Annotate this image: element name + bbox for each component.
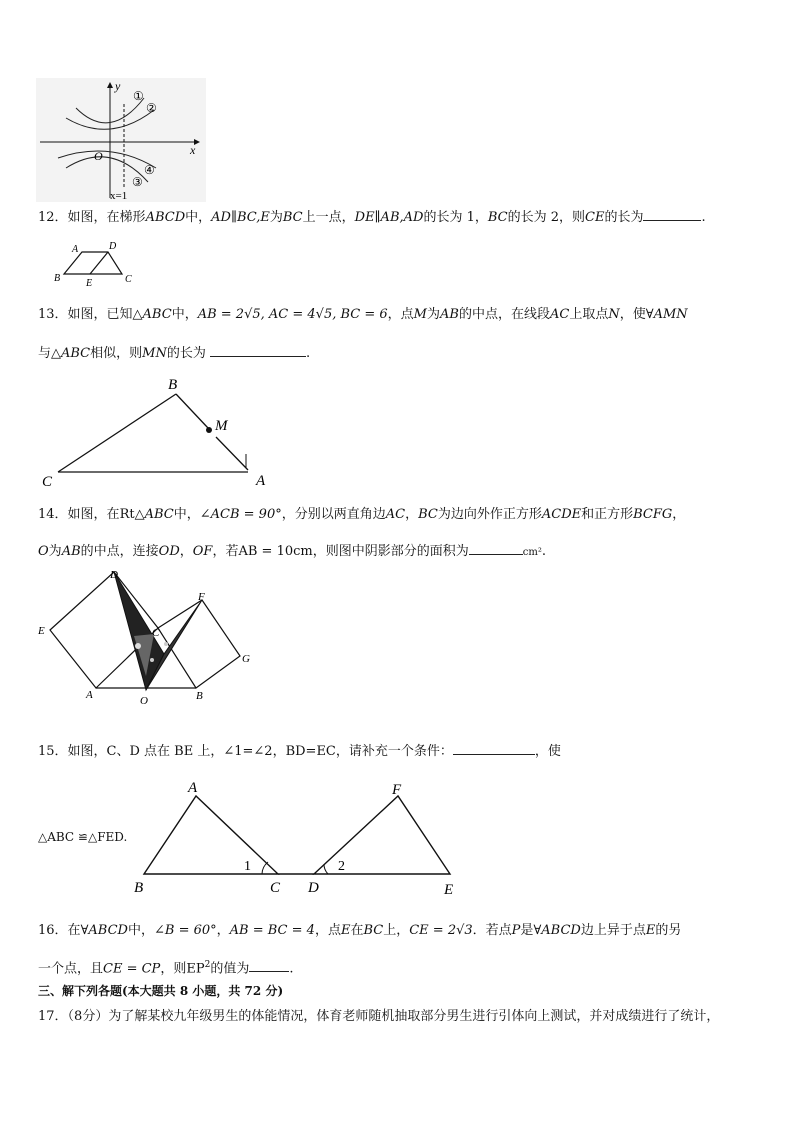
label-e: E	[444, 882, 454, 898]
q12-seg: BC	[282, 210, 303, 225]
q14-cond: AB = 10cm	[238, 544, 313, 559]
label-o: O	[94, 149, 103, 163]
q15-answer-blank[interactable]	[453, 740, 535, 755]
section-3-heading	[38, 982, 283, 1000]
q16-angle: ∠B = 60°	[153, 923, 217, 938]
curve-label-1: ①	[133, 89, 144, 103]
q16-text: 边上异于点	[580, 923, 646, 938]
label-f: F	[198, 591, 205, 603]
q12-text: 的长为 1，	[423, 210, 488, 225]
q12-text: 的长为 2，则	[507, 210, 586, 225]
q12-quad: ABCD	[145, 210, 186, 225]
label-c: C	[42, 474, 53, 490]
q13-text: 的长为	[166, 346, 206, 361]
q15-conclusion	[38, 828, 127, 846]
curve-label-3: ③	[132, 175, 143, 189]
q16-para: ∀ABCD	[80, 923, 128, 938]
q16-text: ，则	[160, 961, 187, 977]
label-d: D	[109, 241, 117, 252]
q14-line-1	[38, 506, 685, 524]
q13-text: 相似，则	[90, 346, 143, 361]
q17-text: 17．（8分）为了解某校九年级男生的体能情况，体育老师随机抽取部分男生进行引体向上测试，并对成绩进行了统计，	[38, 1009, 720, 1024]
label-b: B	[168, 377, 178, 393]
q14-angle: ∠ACB = 90°	[199, 507, 282, 522]
q13-line-2	[38, 342, 310, 363]
q16-line-2	[38, 956, 293, 978]
q12-text: 中，	[185, 210, 212, 225]
q14-number: 14．	[38, 507, 68, 522]
q13-end: .	[306, 346, 311, 361]
q14-sq: ACDE	[541, 507, 582, 522]
q16-text: 中，	[127, 923, 154, 938]
q15-conclusion-text: △ABC ≌△FED.	[38, 830, 128, 844]
q13-text: 如图，已知△	[67, 307, 143, 322]
q16-text: ，点	[314, 923, 341, 938]
q14-text: ，分别以两直角边	[281, 507, 386, 522]
q13-seg: AB	[440, 307, 459, 322]
q15-text: ，使	[534, 744, 561, 759]
q12-cond2: DE∥AB,AD	[354, 210, 424, 225]
angle-2: 2	[338, 859, 345, 874]
q12-line	[38, 206, 706, 227]
q13-text: ，使∀	[619, 307, 654, 322]
label-c: C	[270, 880, 281, 896]
q16-para: ∀ABCD	[533, 923, 581, 938]
q12-cond1: AD∥BC,E	[211, 210, 270, 225]
label-e: E	[38, 625, 45, 637]
section-3-heading-text: 三、解下列各题(本大题共 8 小题，共 72 分)	[38, 984, 284, 998]
label-x: x	[190, 143, 196, 157]
q14-seg: BC	[418, 507, 438, 522]
q17-line-1	[38, 1008, 719, 1026]
label-o: O	[140, 695, 148, 707]
q13-cond: AB = 2√5, AC = 4√5, BC = 6	[197, 307, 388, 322]
label-a: A	[256, 473, 266, 489]
q14-text: ，若	[212, 544, 239, 559]
q13-triangle-figure	[36, 372, 276, 490]
q14-seg: OD	[158, 544, 180, 559]
q16-cond: CE = CP	[103, 961, 161, 977]
q11-graph-figure	[36, 78, 206, 202]
q16-ce: CE = 2√3	[409, 923, 473, 938]
q14-text: ，则图中阴影部分的面积为	[312, 544, 469, 559]
q16-text: 上，	[383, 923, 410, 938]
curve-label-2: ②	[146, 101, 157, 115]
q13-line-1	[38, 306, 688, 324]
q15-triangles-figure	[130, 778, 470, 900]
q16-text: ．若点	[472, 923, 512, 938]
q12-seg: CE	[585, 210, 605, 225]
q12-text: 为	[269, 210, 283, 225]
q13-text: 与△	[38, 346, 61, 361]
q12-seg: BC	[487, 210, 508, 225]
q13-number: 13．	[38, 307, 68, 322]
q14-text: 的中点，连接	[80, 544, 159, 559]
label-a: A	[72, 244, 79, 255]
q15-line-1	[38, 740, 561, 761]
q13-text: ，点	[387, 307, 414, 322]
q16-text: 的另	[655, 923, 682, 938]
label-c: C	[152, 627, 160, 639]
label-b: B	[196, 690, 203, 702]
q14-seg: AC	[385, 507, 406, 522]
q12-trapezoid-figure	[48, 238, 148, 290]
q12-end: .	[701, 210, 706, 225]
label-e: E	[86, 278, 93, 289]
q14-unit: cm²	[522, 547, 542, 558]
q12-text: 上一点，	[302, 210, 355, 225]
q16-line-1	[38, 922, 681, 940]
q14-seg: OF	[192, 544, 213, 559]
label-m: M	[215, 418, 228, 434]
label-b: B	[134, 880, 144, 896]
q16-pt: P	[511, 923, 521, 938]
q12-answer-blank[interactable]	[643, 206, 701, 221]
angle-1: 1	[244, 859, 251, 874]
q14-line-2	[38, 540, 546, 562]
label-f: F	[392, 782, 402, 798]
q16-pt: E	[340, 923, 351, 938]
q14-text: 为边向外作正方形	[437, 507, 542, 522]
q13-answer-blank[interactable]	[210, 342, 306, 357]
q13-tri: ABC	[61, 346, 91, 361]
q14-text: 为	[48, 544, 62, 559]
label-a: A	[188, 780, 198, 796]
q13-seg: MN	[142, 346, 167, 361]
q14-end: .	[541, 544, 546, 559]
q14-text: ，	[672, 507, 686, 522]
q14-text: ，	[179, 544, 193, 559]
q16-number: 16．	[38, 923, 68, 938]
q13-tri: ABC	[142, 307, 172, 322]
q16-sup: 2	[204, 960, 211, 970]
q14-answer-blank[interactable]	[469, 540, 523, 555]
q13-text: 的中点，在线段	[458, 307, 550, 322]
q14-tri: ABC	[144, 507, 174, 522]
q16-cond: AB = BC = 4	[229, 923, 315, 938]
q14-sq: BCFG	[633, 507, 673, 522]
q12-number: 12．	[38, 210, 68, 225]
q15-number: 15．	[38, 744, 68, 759]
q16-ep: EP	[186, 961, 205, 977]
q13-text: 上取点	[569, 307, 609, 322]
q16-text: 在	[350, 923, 364, 938]
label-d: D	[110, 569, 118, 581]
label-c: C	[125, 274, 132, 285]
q16-pt: E	[645, 923, 656, 938]
label-d: D	[308, 880, 319, 896]
q16-text: 一个点，且	[38, 961, 104, 977]
q15-text: 如图，C、D 点在 BE 上，∠1=∠2，BD=EC，请补充一个条件：	[67, 744, 453, 759]
point-m	[206, 427, 212, 433]
label-y: y	[115, 79, 121, 93]
label-b: B	[54, 273, 61, 284]
label-a: A	[86, 689, 93, 701]
q12-text: 如图，在梯形	[67, 210, 146, 225]
q16-seg: BC	[363, 923, 384, 938]
q14-pt: O	[38, 544, 49, 559]
q13-text: 为	[426, 307, 440, 322]
q14-text: 和正方形	[581, 507, 634, 522]
q12-text: 的长为	[604, 210, 644, 225]
q13-seg: AC	[549, 307, 570, 322]
q14-text: 中，	[173, 507, 200, 522]
q16-text: 在	[67, 923, 81, 938]
q16-text: 的值为	[210, 961, 250, 977]
q14-text: 如图，在	[67, 507, 120, 522]
q14-squares-figure	[34, 566, 264, 708]
q13-pt: N	[608, 307, 620, 322]
label-x-equals-1: x=1	[110, 190, 128, 202]
q16-text: 是	[520, 923, 534, 938]
q13-tri: AMN	[653, 307, 688, 322]
q16-text: ，	[216, 923, 230, 938]
q13-pt: M	[413, 307, 427, 322]
label-g: G	[242, 653, 250, 665]
q16-answer-blank[interactable]	[249, 957, 289, 972]
q14-seg: AB	[61, 544, 81, 559]
q16-end: .	[289, 961, 294, 977]
q13-text: 中，	[171, 307, 198, 322]
q14-rt: Rt△	[119, 507, 145, 522]
curve-label-4: ④	[144, 163, 155, 177]
q14-text: ，	[405, 507, 419, 522]
